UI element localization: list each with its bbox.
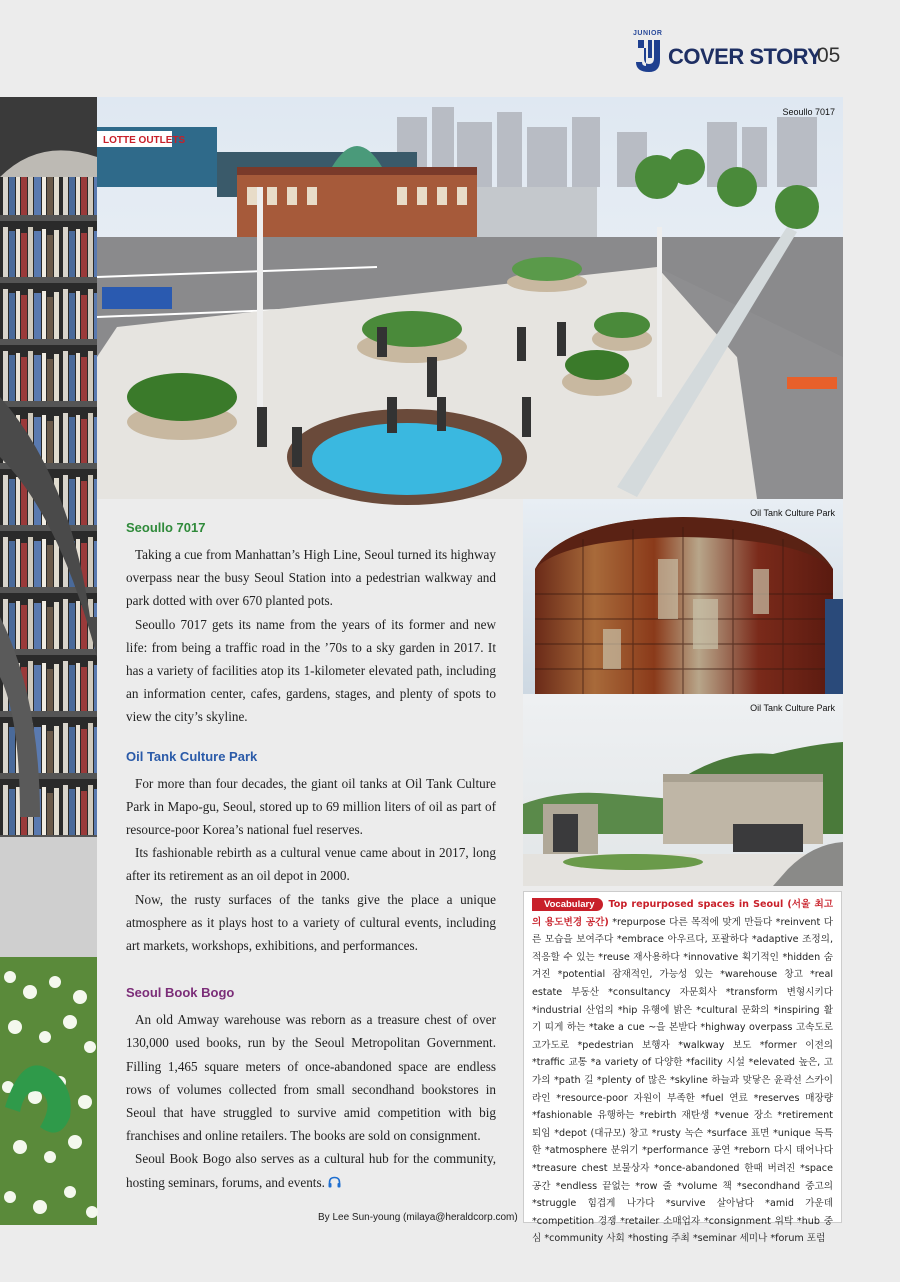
logo-j-icon (632, 30, 662, 76)
logo-junior-text: JUNIOR (633, 30, 663, 37)
oil-tank-caption-2: Oil Tank Culture Park (750, 703, 835, 713)
bookstore-photo-strip (0, 97, 97, 1225)
headphones-icon (328, 1176, 341, 1188)
section-title-seoullo: Seoullo 7017 (126, 520, 206, 535)
vocabulary-box (523, 891, 842, 1245)
seoullo-paragraph-2: Seoullo 7017 gets its name from the years of its former and new life: from being a traffic road in the ’70s to a sky garden in 2017. It has a variety of facilities atop its 1-kilometer elevated path, including an information center, cafes, gardens, stages, and plenty of spots to view the city’s skyline. (126, 616, 496, 725)
page-number: 05 (817, 44, 841, 67)
lotte-sign-text: LOTTE OUTLETS (103, 135, 186, 146)
seoullo-paragraph-1: Taking a cue from Manhattan’s High Line, Seoul turned its highway overpass near the busy Seoul Station into a pedestrian walkway and park dotted with over 670 planted pots. (126, 547, 496, 609)
oil-tank-photo-2-image (523, 694, 843, 886)
junior-logo (632, 30, 662, 76)
vocabulary-title: Top repurposed spaces in Seoul (서울 최고의 용도변경 공간) (532, 899, 833, 928)
oil-tank-photo-1-image (523, 499, 843, 694)
bookstore-photo (0, 97, 97, 1225)
section-title: COVER STORY (668, 44, 822, 69)
byline: By Lee Sun-young (milaya@heraldcorp.com) (318, 1212, 518, 1223)
book-bogo-paragraph-2 (126, 1147, 496, 1193)
book-bogo-paragraph-1: An old Amway warehouse was reborn as a treasure chest of over 130,000 used books, run by the Seoul Metropolitan Government. Filling 1,465 square meters of once-abandoned space are endless rows of volumes collected from small secondhand bookstores in Seoul that have struggled to survive amid competition with big franchises and online retailers. The books are sold on consignment. (126, 1012, 496, 1144)
section-title-book-bogo: Seoul Book Bogo (126, 985, 235, 1001)
oil-tank-paragraph-2: Its fashionable rebirth as a cultural venue came about in 2017, long after its retirement as an oil depot in 2000. (126, 845, 496, 884)
seoullo-photo (97, 97, 843, 499)
oil-tank-photo-2 (523, 694, 843, 886)
article-body (126, 520, 496, 1194)
vocabulary-body: *repurpose 다른 목적에 맞게 만들다 *reinvent 다른 모습을 보여주다 *embrace 아우르다, 포괄하다 *adaptive 조정의, 적응할 수 있는 *reuse 재사용하다 *innovative 획기적인 *hidden 숨겨진 *potential 잠재적인, 가능성 있는 *warehouse 창고 *real estate 부동산 *consultancy 자문회사 *transform 변형시키다 *industrial 산업의 *hip 유행에 밝은 *cultural 문화의 *inspiring 활기 띠게 하는 *take a cue ~을 본받다 *highway overpass 고속도로 고가도로 *pedestrian 보행자 *walkway 보도 *former 이전의 *traffic 교통 *a variety of 다양한 *facility 시설 *elevated 높은, 고가의 *path 길 *plenty of 많은 *skyline 하늘과 맞닿은 윤곽선 스카이라인 *resource-poor 자원이 부족한 *fuel 연료 *reserves 매장량 *fashionable 유행하는 *rebirth 재탄생 *venue 장소 *retirement 퇴임 *depot (대규모) 창고 *rusty 녹슨 *surface 표면 *unique 독특한 *atmosphere 분위기 *performance 공연 *reborn 다시 태어나다 *treasure chest 보물상자 *once-abandoned 한때 버려진 *space 공간 *endless 끝없는 *row 줄 *volume 책 *secondhand 중고의 *struggle 힘겹게 나가다 *survive 살아남다 *amid 가운데 *competition 경쟁 *retailer 소매업자 *consignment 위탁 *hub 중심 *community 사회 *hosting 주최 *seminar 세미나 *forum 포럼 (532, 916, 833, 1245)
seoullo-caption: Seoullo 7017 (782, 107, 835, 117)
oil-tank-paragraph-3: Now, the rusty surfaces of the tanks give the place a unique atmosphere as it plays host to a variety of cultural events, including art markets, workshops, exhibitions, and performances. (126, 891, 496, 954)
section-title-oil-tank: Oil Tank Culture Park (126, 748, 258, 764)
oil-tank-photo-1 (523, 499, 843, 694)
oil-tank-caption-1: Oil Tank Culture Park (750, 508, 835, 518)
seoullo-photo-image (97, 97, 843, 499)
page-header (632, 30, 862, 78)
book-bogo-paragraph-2-text: Seoul Book Bogo also serves as a cultural hub for the community, hosting seminars, forums, and events. (126, 1151, 496, 1190)
vocabulary-text (532, 896, 833, 1248)
oil-tank-paragraph-1: For more than four decades, the giant oil tanks at Oil Tank Culture Park in Mapo-gu, Seoul, stored up to 69 million liters of oil as part of resource-poor Korea’s national fuel reserves. (126, 775, 496, 838)
vocabulary-badge: Vocabulary (532, 898, 603, 911)
